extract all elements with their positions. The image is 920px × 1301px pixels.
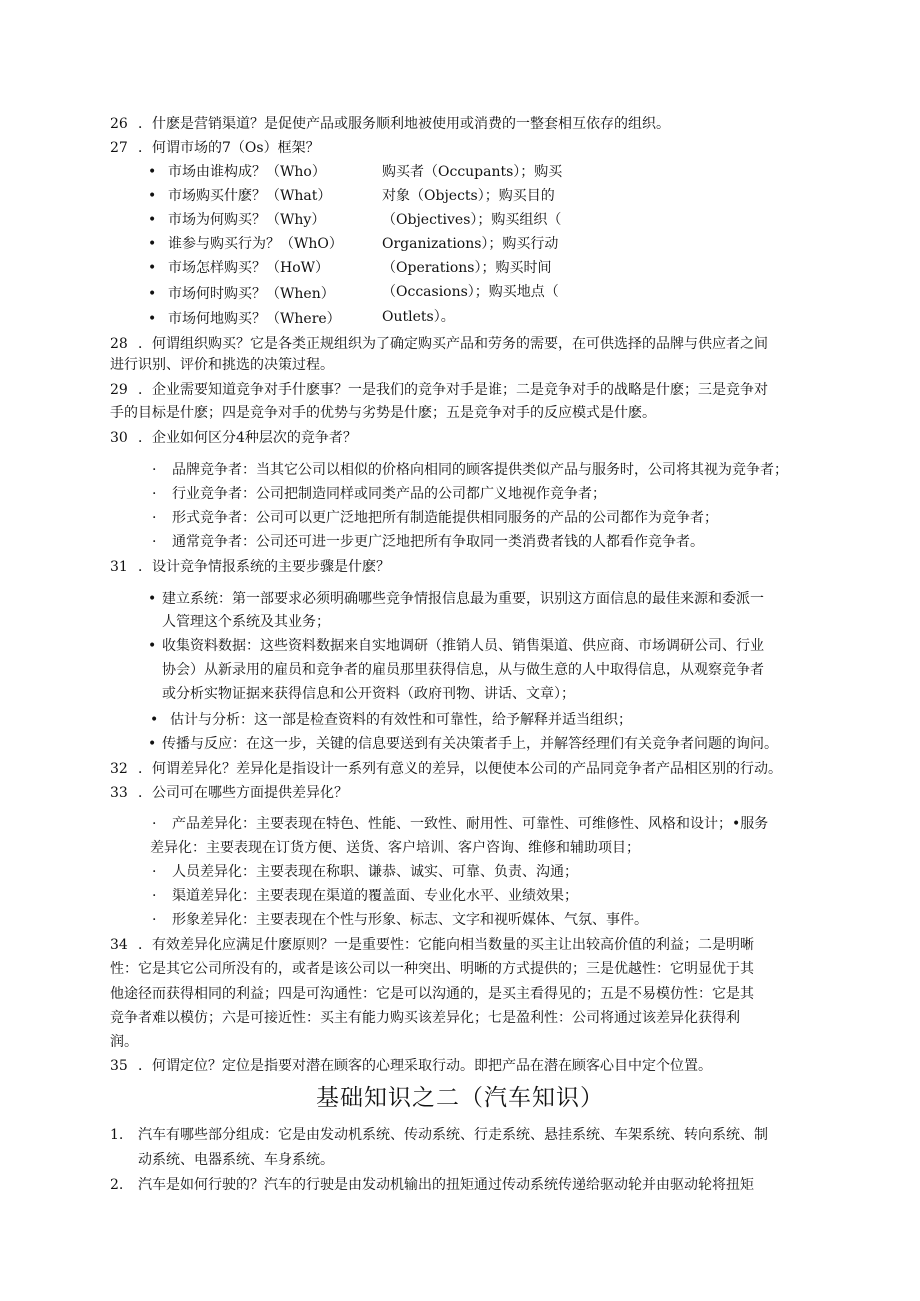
q26-line (110, 114, 670, 134)
q27-right-line: （Objectives）；购买组织（ (382, 212, 562, 228)
q34-line: 34 ．有效差异化应满足什麽原则？一是重要性：它能向相当数量的买主让出较高价值的利益；二是明晰 (110, 937, 754, 953)
bullet-icon: · (152, 888, 157, 904)
q31-item: • 估计与分析：这一部是检查资料的有效性和可靠性，给予解释并适当组织； (150, 712, 632, 728)
bullet-icon: · (152, 510, 157, 526)
q33-item: · 形象差异化：主要表现在个性与形象、标志、文字和视听媒体、气氛、事件。 (152, 912, 648, 928)
section-title: 基础知识之二（汽车知识） (316, 1085, 604, 1111)
s2-number: 2. (110, 1177, 124, 1193)
bullet-icon: · (152, 462, 157, 478)
bullet-icon: • (148, 638, 157, 654)
q32-line: 32 ．何谓差异化？差异化是指设计一系列有意义的差异，以便使本公司的产品同竞争者产品相区别的行动。 (110, 761, 782, 777)
q31-item-cont: 或分析实物证据来获得信息和公开资料（政府刊物、讲话、文章）； (162, 686, 575, 702)
q33-line: 33 ．公司可在哪些方面提供差异化？ (110, 785, 348, 801)
bullet-icon: • (148, 212, 157, 228)
q27-right-line: 对象（Objects）；购买目的 (382, 188, 555, 204)
q27-right-line: Outlets）。 (382, 309, 455, 325)
bullet-icon: • (148, 286, 157, 302)
q30-item: · 形式竞争者：公司可以更广泛地把所有制造能提供相同服务的产品的公司都作为竞争者； (152, 510, 718, 526)
q28-line: 进行识别、评价和挑选的决策过程。 (110, 357, 334, 373)
q34-line: 竞争者难以模仿；六是可接近性：买主有能力购买该差异化；七是盈利性：公司将通过该差异化获得利 (110, 1010, 740, 1026)
q27-line (110, 138, 320, 158)
q31-item: • 建立系统：第一部要求必须明确哪些竞争情报信息最为重要，识别这方面信息的最佳来源和委派一 (148, 591, 764, 607)
q28-line: 28 ．何谓组织购买？它是各类正规组织为了确定购买产品和劳务的需要，在可供选择的品牌与供应者之间 (110, 336, 768, 352)
s2-line: 2. 汽车是如何行驶的？汽车的行驶是由发动机输出的扭矩通过传动系统传递给驱动轮并由驱动轮将扭矩 (110, 1177, 754, 1193)
q27-item: • 市场怎样购买？（HoW） (148, 260, 330, 276)
q29-line: 手的目标是什麽；四是竞争对手的优势与劣势是什麽；五是竞争对手的反应模式是什麽。 (110, 405, 656, 421)
q31-item: • 传播与反应：在这一步，关键的信息要送到有关决策者手上，并解答经理们有关竞争者问题的询问。 (148, 736, 778, 752)
q27-right-line: （Operations）；购买时间 (382, 260, 552, 276)
q31-item: • 收集资料数据：这些资料数据来自实地调研（推销人员、销售渠道、供应商、市场调研公司、行业 (148, 638, 764, 654)
q33-item: · 人员差异化：主要表现在称职、谦恭、诚实、可靠、负责、沟通； (152, 864, 578, 880)
bullet-icon: • (148, 236, 157, 252)
bullet-icon: • (148, 188, 157, 204)
q33-item-cont: 差异化：主要表现在订货方便、送货、客户培训、客户咨询、维修和辅助项目； (150, 840, 640, 856)
q33-item: · 产品差异化：主要表现在特色、性能、一致性、耐用性、可靠性、可维修性、风格和设计；•服务 (152, 816, 769, 832)
q27-right-line: Organizations）；购买行动 (382, 236, 559, 252)
bullet-icon: • (148, 736, 157, 752)
q32-number: 32 (110, 761, 128, 777)
q27-item: • 市场何地购买？（Where） (148, 311, 341, 327)
q30-item: · 行业竞争者：公司把制造同样或同类产品的公司都广义地视作竞争者； (152, 486, 606, 502)
q33-number: 33 (110, 785, 128, 801)
bullet-icon: • (150, 712, 159, 728)
q27-item: • 市场为何购买？（Why） (148, 212, 326, 228)
q28-number: 28 (110, 336, 128, 352)
q31-item-cont: 人管理这个系统及其业务； (162, 614, 330, 630)
q30-item: · 品牌竞争者：当其它公司以相似的价格向相同的顾客提供类似产品与服务时，公司将其视为竞争者； (152, 462, 788, 478)
bullet-icon: • (148, 164, 157, 180)
s1-line: 1. 汽车有哪些部分组成：它是由发动机系统、传动系统、行走系统、悬挂系统、车架系统、转向系统、制 (110, 1127, 768, 1143)
q29-number: 29 (110, 382, 128, 398)
q30-number: 30 (110, 430, 128, 446)
q34-line: 他途径而获得相同的利益；四是可沟通性：它是可以沟通的，是买主看得见的；五是不易模仿性：它是其 (110, 986, 754, 1002)
q27-text: ．何谓市场的7（Os）框架？ (138, 140, 320, 156)
q29-line: 29 ．企业需要知道竞争对手什麽事？一是我们的竞争对手是谁；二是竞争对手的战略是什麽；三是竞争对 (110, 382, 768, 398)
q31-line: 31 ．设计竞争情报系统的主要步骤是什麽？ (110, 559, 390, 575)
q30-line: 30 ．企业如何区分4种层次的竞争者？ (110, 430, 357, 446)
q27-right-line: 购买者（Occupants）；购买 (382, 164, 563, 180)
q27-item: • 市场何时购买？（When） (148, 286, 335, 302)
bullet-icon: · (152, 816, 157, 832)
bullet-icon: · (152, 912, 157, 928)
q26-number: 26 (110, 116, 128, 132)
q33-item: · 渠道差异化：主要表现在渠道的覆盖面、专业化水平、业绩效果； (152, 888, 578, 904)
bullet-icon: · (152, 486, 157, 502)
bullet-icon: · (152, 534, 157, 550)
bullet-icon: • (148, 591, 157, 607)
q34-number: 34 (110, 937, 128, 953)
q27-item: • 市场由谁构成？（Who） (148, 164, 326, 180)
q27-item: • 谁参与购买行为？（WhO） (148, 236, 343, 252)
bullet-icon: • (148, 260, 157, 276)
q31-number: 31 (110, 559, 128, 575)
q27-right-line: （Occasions）；购买地点（ (382, 284, 559, 300)
q27-item: • 市场购买什麽？（What） (148, 188, 332, 204)
q27-number: 27 (110, 140, 128, 156)
q34-line: 润。 (110, 1034, 138, 1050)
bullet-icon: • (148, 311, 157, 327)
bullet-icon: · (152, 864, 157, 880)
s1-number: 1. (110, 1127, 124, 1143)
q30-item: · 通常竞争者：公司还可进一步更广泛地把所有争取同一类消费者钱的人都看作竞争者。 (152, 534, 704, 550)
q31-item-cont: 协会）从新录用的雇员和竞争者的雇员那里获得信息，从与做生意的人中取得信息，从观察竞争者 (162, 662, 764, 678)
q35-number: 35 (110, 1058, 128, 1074)
q26-text: ．什麽是营销渠道？是促使产品或服务顺利地被使用或消费的一整套相互依存的组织。 (138, 116, 670, 132)
q35-line: 35 ．何谓定位？定位是指要对潜在顾客的心理采取行动。即把产品在潜在顾客心目中定个位置。 (110, 1058, 712, 1074)
q34-line: 性：它是其它公司所没有的，或者是该公司以一种突出、明晰的方式提供的；三是优越性：它明显优于其 (110, 961, 754, 977)
s1-line-cont: 动系统、电器系统、车身系统。 (138, 1152, 334, 1168)
